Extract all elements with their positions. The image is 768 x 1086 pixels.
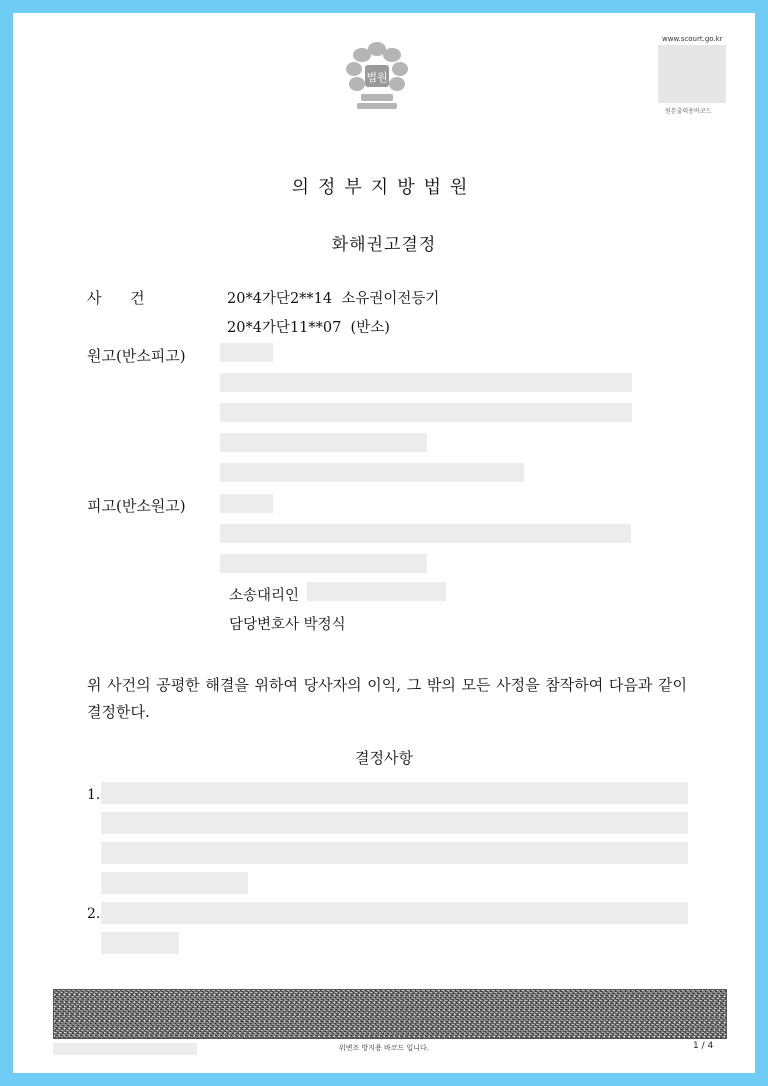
court-seal-icon <box>345 39 409 113</box>
svg-text:법원: 법원 <box>366 71 388 84</box>
court-url: www.scourt.go.kr <box>662 35 723 43</box>
decision-section-title: 결정사항 <box>355 749 413 767</box>
redacted-defendant-info <box>220 554 427 573</box>
anti-forgery-note: 위변조 방지용 바코드 입니다. <box>338 1044 430 1052</box>
plaintiff-label: 원고(반소피고) <box>87 347 186 365</box>
redacted-plaintiff-info <box>220 433 427 452</box>
redacted-plaintiff-info <box>220 463 524 482</box>
decision-body-text: 위 사건의 공평한 해결을 위하여 당사자의 이익, 그 밖의 모든 사정을 참작하여 다음과 같이 결정한다. <box>87 676 687 721</box>
page-number: 1 / 4 <box>693 1041 714 1051</box>
agent-label: 소송대리인 <box>229 588 300 604</box>
item-number-1: 1. <box>87 787 101 803</box>
redacted-defendant-info <box>220 524 631 543</box>
redacted-item-text <box>101 872 248 894</box>
defendant-label: 피고(반소원고) <box>87 497 186 515</box>
document-title: 화해권고결정 <box>331 235 437 255</box>
redacted-item-text <box>101 782 688 804</box>
redacted-plaintiff-info <box>220 403 632 422</box>
anti-forgery-barcode <box>53 989 727 1039</box>
barcode-caption: 원본출력용바코드 <box>665 108 712 115</box>
redacted-item-text <box>101 842 688 864</box>
case-number-counter: 20*4가단11**07 (반소) <box>227 320 390 336</box>
item-number-2: 2. <box>87 906 101 922</box>
redacted-item-text <box>101 932 179 954</box>
document-page <box>13 13 755 1073</box>
lawyer-name: 담당변호사 박정식 <box>229 617 346 633</box>
redacted-agent-name <box>307 582 446 601</box>
original-barcode <box>658 45 726 103</box>
case-label: 사 건 <box>87 289 145 307</box>
redacted-plaintiff-name <box>220 343 273 362</box>
court-name: 의정부지방법원 <box>291 177 477 198</box>
redacted-plaintiff-info <box>220 373 632 392</box>
redacted-item-text <box>101 902 688 924</box>
redacted-defendant-name <box>220 494 273 513</box>
redacted-item-text <box>101 812 688 834</box>
case-number-main: 20*4가단2**14 소유권이전등기 <box>227 291 440 307</box>
